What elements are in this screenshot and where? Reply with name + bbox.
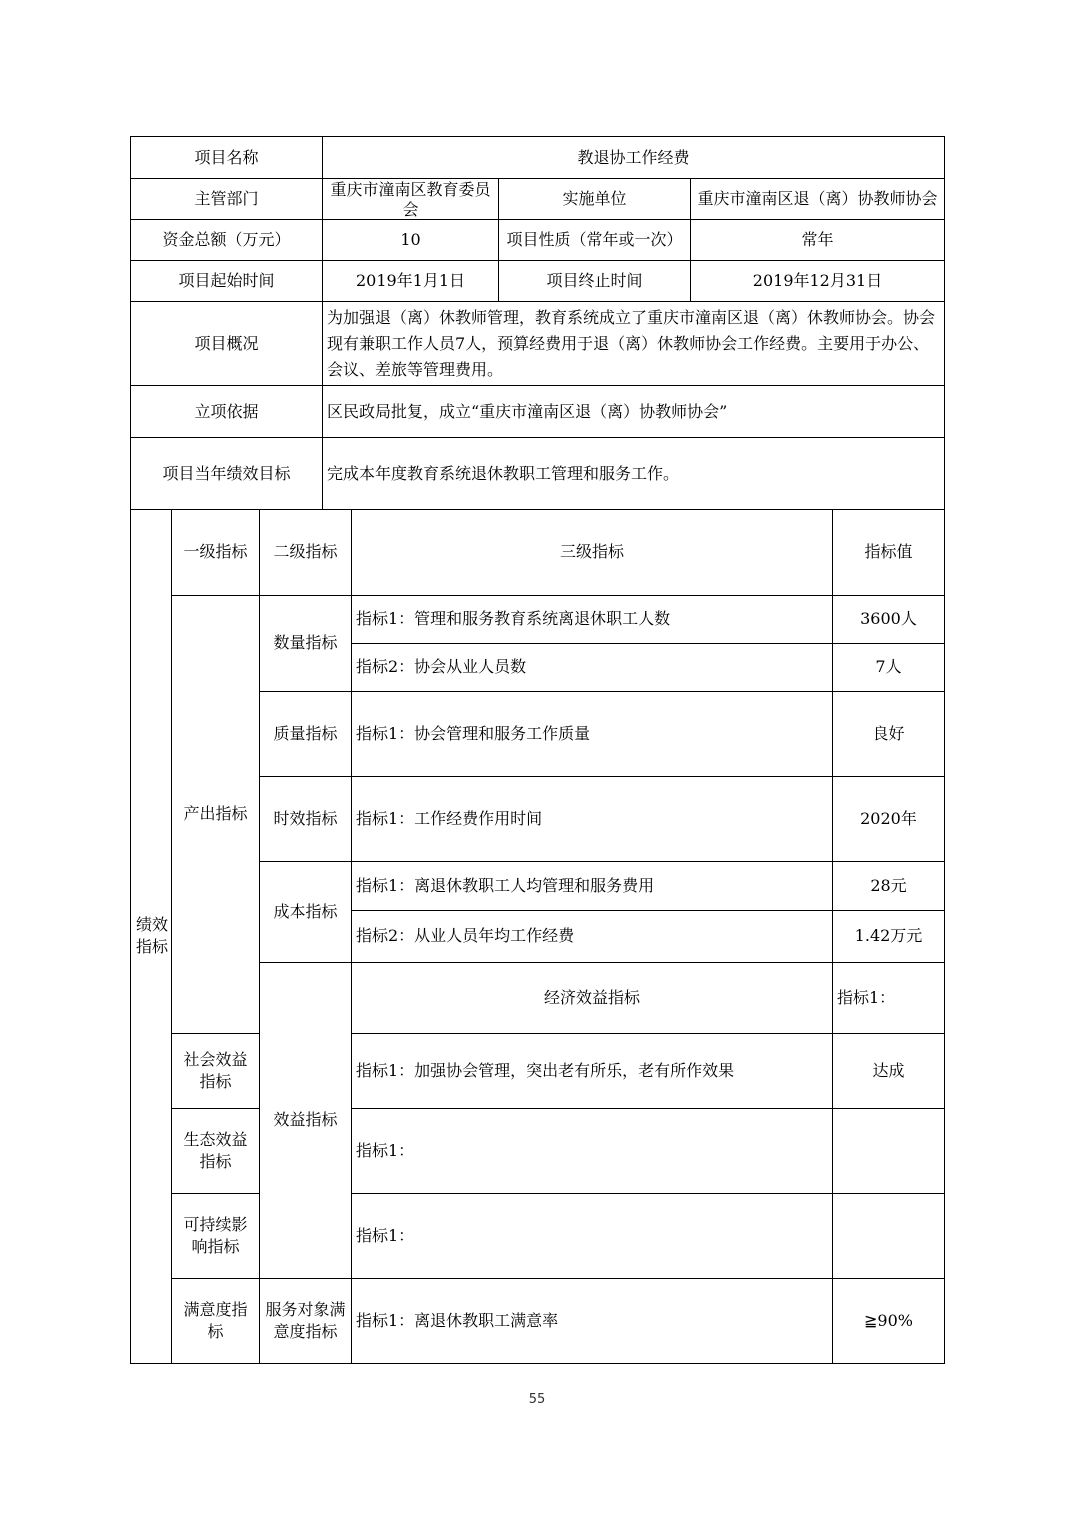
social-value-1: 达成 [833,1033,945,1108]
table-row [131,509,945,595]
start-value: 2019年1月1日 [323,261,499,302]
performance-form [130,136,944,1364]
satisfaction-value-1: ≧90% [833,1278,945,1363]
basis-label: 立项依据 [131,386,323,438]
service-satisfaction-indicator: 服务对象满意度指标 [265,1299,346,1341]
table-row [131,179,945,220]
timeliness-item-1: 指标1：工作经费作用时间 [352,776,833,861]
ecological-indicator: 生态效益指标 [183,1129,248,1171]
table-row [131,137,945,179]
goal-label: 项目当年绩效目标 [131,438,323,510]
sustainability-value-1 [833,1193,945,1278]
table-row [131,386,945,438]
impl-value: 重庆市潼南区退（离）协教师协会 [697,189,938,208]
cost-item-2: 指标2：从业人员年均工作经费 [352,910,833,962]
sustainability-item-1: 指标1： [352,1193,833,1278]
page-number: 55 [528,1392,546,1407]
nature-value: 常年 [691,220,945,261]
table-row [131,1193,945,1278]
ecological-value-1 [833,1108,945,1193]
table-row [131,1108,945,1193]
overview-label: 项目概况 [131,302,323,386]
basis-value: 区民政局批复，成立“重庆市潼南区退（离）协教师协会” [323,386,945,438]
quality-value-1: 良好 [833,691,945,776]
sustainability-indicator: 可持续影响指标 [183,1214,248,1256]
quantity-value-2: 7人 [833,643,945,691]
quantity-indicator: 数量指标 [260,595,352,691]
indicator-table [130,509,945,1364]
quantity-item-1: 指标1：管理和服务教育系统离退休职工人数 [352,595,833,643]
economic-item-1: 指标1： [833,962,945,1033]
start-label: 项目起始时间 [131,261,323,302]
project-name-label: 项目名称 [131,137,323,179]
dept-value: 重庆市潼南区教育委员会 [330,180,491,218]
end-value: 2019年12月31日 [691,261,945,302]
dept-label: 主管部门 [131,179,323,220]
quality-indicator: 质量指标 [260,691,352,776]
goal-value: 完成本年度教育系统退休教职工管理和服务工作。 [323,438,945,510]
ecological-item-1: 指标1： [352,1108,833,1193]
nature-label: 项目性质（常年或一次） [499,220,691,261]
output-indicator: 产出指标 [172,595,260,1033]
economic-indicator: 经济效益指标 [543,987,640,1007]
quantity-value-1: 3600人 [833,595,945,643]
header-level3: 三级指标 [352,509,833,595]
project-name-value: 教退协工作经费 [323,137,945,179]
timeliness-value-1: 2020年 [833,776,945,861]
quality-item-1: 指标1：协会管理和服务工作质量 [352,691,833,776]
timeliness-indicator: 时效指标 [260,776,352,861]
benefit-indicator: 效益指标 [260,962,352,1278]
fund-label: 资金总额（万元） [131,220,323,261]
end-label: 项目终止时间 [499,261,691,302]
satisfaction-item-1: 指标1：离退休教职工满意率 [352,1278,833,1363]
table-row [131,261,945,302]
fund-value: 10 [323,220,499,261]
cost-value-2: 1.42万元 [833,910,945,962]
table-row [131,438,945,510]
header-level1: 一级指标 [172,509,260,595]
social-item-1: 指标1：加强协会管理，突出老有所乐，老有所作效果 [352,1033,833,1108]
table-row [131,302,945,386]
quantity-item-2: 指标2：协会从业人员数 [352,643,833,691]
satisfaction-indicator: 满意度指标 [183,1299,248,1341]
impl-label: 实施单位 [499,179,691,220]
perf-side-label: 绩效指标 [135,915,168,956]
project-info-table [130,136,945,510]
cost-indicator: 成本指标 [260,861,352,962]
table-row [131,595,945,643]
social-indicator: 社会效益指标 [183,1049,248,1091]
overview-value: 为加强退（离）休教师管理，教育系统成立了重庆市潼南区退（离）休教师协会。协会现有兼职工作人员7人，预算经费用于退（离）休教师协会工作经费。主要用于办公、会议、差旅等管理费用。 [323,302,945,386]
cost-item-1: 指标1：离退休教职工人均管理和服务费用 [352,861,833,910]
table-row [131,220,945,261]
header-value: 指标值 [833,509,945,595]
table-row [131,1033,945,1108]
cost-value-1: 28元 [833,861,945,910]
table-row [131,1278,945,1363]
header-level2: 二级指标 [260,509,352,595]
